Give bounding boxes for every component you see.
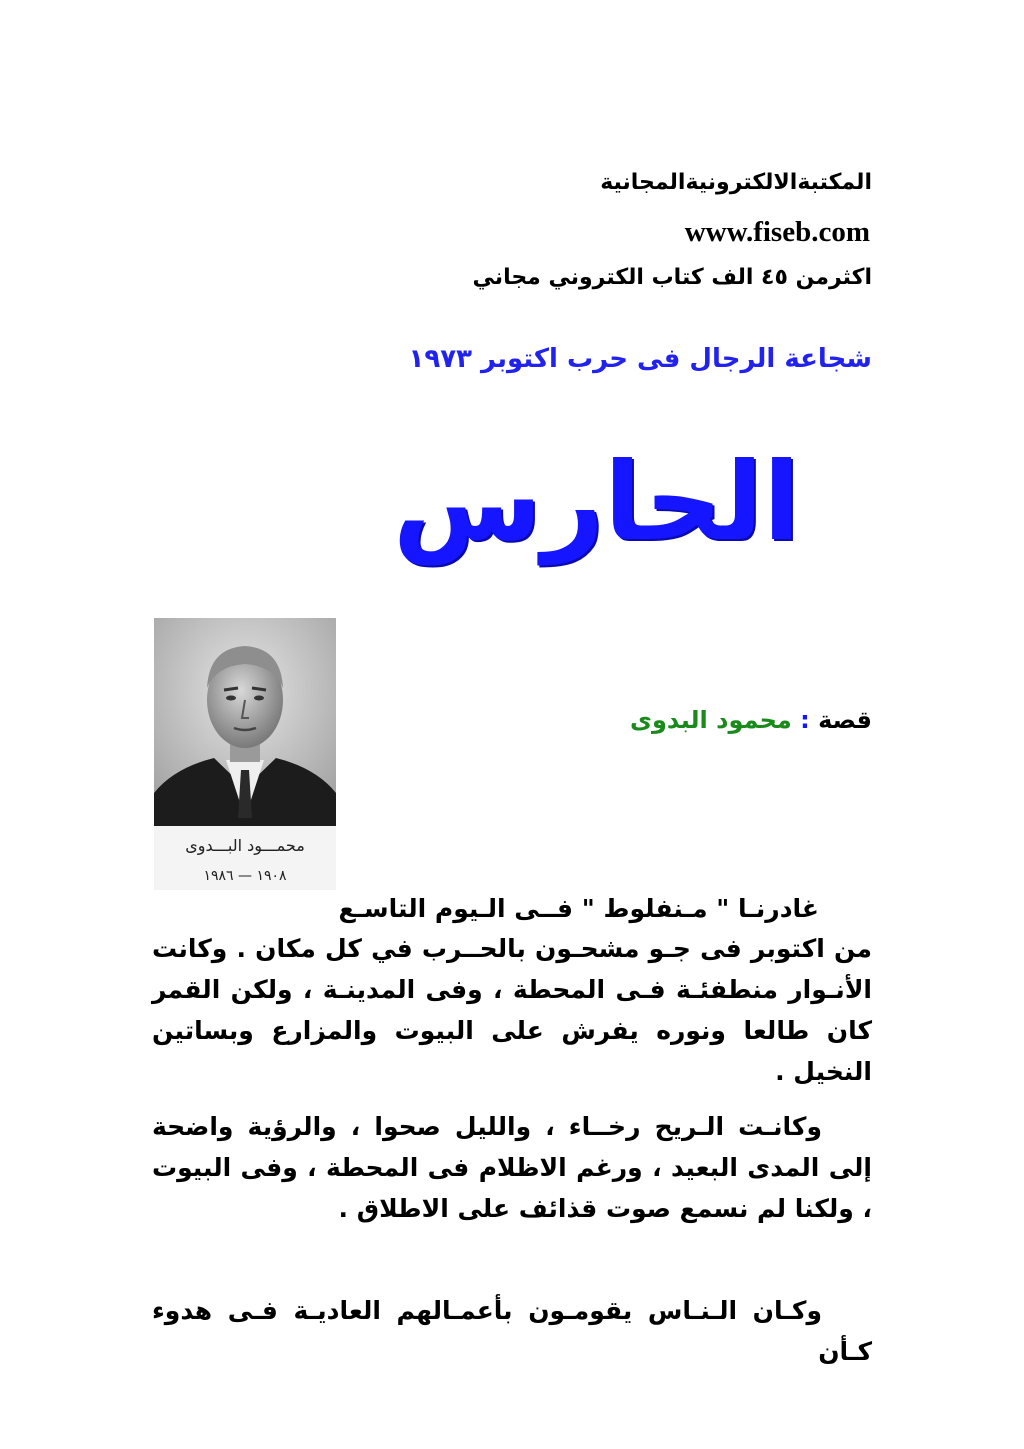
photo-caption-name: محمـــود البـــدوى <box>185 836 305 855</box>
paragraph-1: من اكتوبر فى جـو مشحـون بالحــرب في كل مكان . وكانت الأنـوار منطفئـة فـى المحطة ، وفى المدينـة ، ولكن القمر كان طالعا ونوره يفرش على البيوت والمزارع وبساتين النخيل . <box>152 934 872 1086</box>
author-photo <box>154 618 336 890</box>
library-name: المكتبةالالكترونيةالمجانية <box>600 170 872 195</box>
paragraph-2: وكانـت الـريح رخــاء ، والليل صحوا ، والرؤية واضحة إلى المدى البعيد ، ورغم الاظلام فى المحطة ، وفى البيوت ، ولكنا لم نسمع صوت قذائف على الاطلاق . <box>152 1112 872 1223</box>
photo-caption-years: ١٩٠٨ — ١٩٨٦ <box>203 868 287 884</box>
author-label: قصة <box>818 706 872 734</box>
paragraph-3: وكـان الـنـاس يقومـون بأعمـالهم العاديـة فـى هدوء كـأن <box>152 1296 872 1366</box>
author-line <box>630 706 872 734</box>
paragraph-1-first-line: غادرنـا " مـنفلوط " فــى الـيوم التاسـع <box>338 894 819 923</box>
free-books-line: اكثرمن ٤٥ الف كتاب الكتروني مجاني <box>472 265 872 290</box>
author-name: محمود البدوى <box>629 706 792 734</box>
subtitle: شجاعة الرجال فى حرب اكتوبر ١٩٧٣ <box>408 344 872 374</box>
author-colon: : <box>800 706 810 734</box>
website-url[interactable]: www.fiseb.com <box>684 216 870 248</box>
story-title: الحارس <box>392 440 800 565</box>
